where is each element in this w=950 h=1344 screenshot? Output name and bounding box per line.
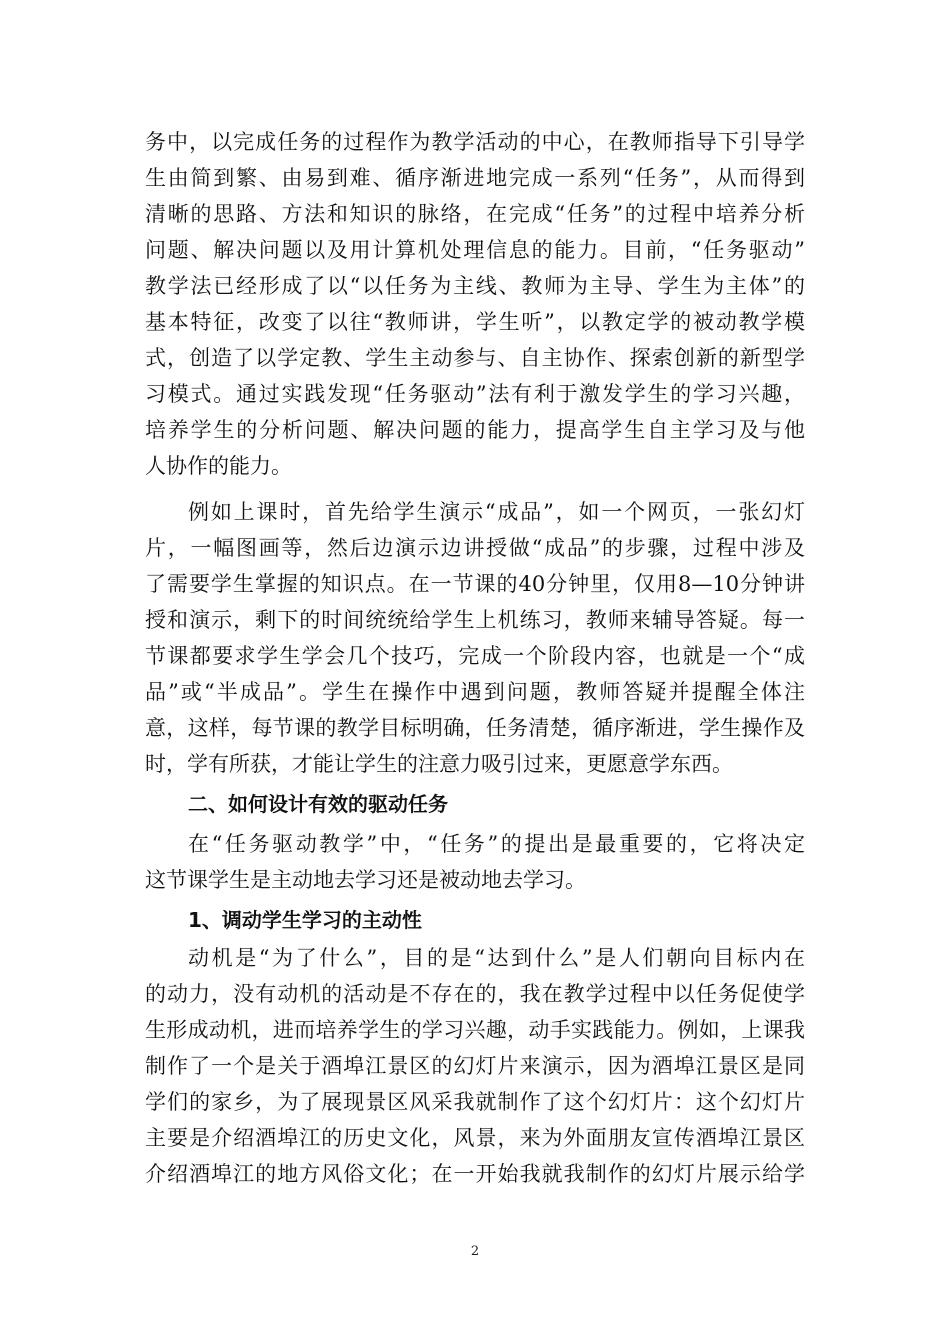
body-text-line: 片，一幅图画等，然后边演示边讲授做“成品”的步骤，过程中涉及 — [145, 536, 805, 560]
body-text-line: 的动力，没有动机的活动是不存在的，我在教学过程中以任务促使学 — [145, 982, 805, 1006]
body-text-line: 生由简到繁、由易到难、循序渐进地完成一系列“任务”，从而得到 — [145, 166, 805, 190]
page-number: 2 — [470, 1244, 480, 1259]
body-text-line: 节课都要求学生学会几个技巧，完成一个阶段内容，也就是一个“成 — [145, 644, 805, 668]
body-text-line: 学们的家乡，为了展现景区风采我就制作了这个幻灯片：这个幻灯片 — [145, 1090, 805, 1114]
body-text-line: 主要是介绍酒埠江的历史文化，风景，来为外面朋友宣传酒埠江景区 — [145, 1126, 805, 1150]
subsection-heading: 1、调动学生学习的主动性 — [188, 908, 422, 932]
body-text-line: 时，学有所获，才能让学生的注意力吸引过来，更愿意学东西。 — [145, 752, 733, 776]
body-text-line: 介绍酒埠江的地方风俗文化；在一开始我就我制作的幻灯片展示给学 — [145, 1162, 805, 1186]
body-text-line: 生形成动机，进而培养学生的学习兴趣，动手实践能力。例如，上课我 — [145, 1018, 805, 1042]
body-text-line: 在“任务驱动教学”中，“任务”的提出是最重要的，它将决定 — [188, 832, 805, 856]
body-text-line: 教学法已经形成了以“以任务为主线、教师为主导、学生为主体”的 — [145, 274, 805, 298]
body-text-line: 式，创造了以学定教、学生主动参与、自主协作、探索创新的新型学 — [145, 346, 805, 370]
body-text-line: 动机是“为了什么”，目的是“达到什么”是人们朝向目标内在 — [188, 946, 805, 970]
body-text-line: 务中，以完成任务的过程作为教学活动的中心，在教师指导下引导学 — [145, 130, 805, 154]
body-text-line: 培养学生的分析问题、解决问题的能力，提高学生自主学习及与他 — [145, 418, 805, 442]
body-text-line: 制作了一个是关于酒埠江景区的幻灯片来演示，因为酒埠江景区是同 — [145, 1054, 805, 1078]
body-text-line: 品”或“半成品”。学生在操作中遇到问题，教师答疑并提醒全体注 — [145, 680, 805, 704]
body-text-line: 人协作的能力。 — [145, 454, 292, 478]
section-heading: 二、如何设计有效的驱动任务 — [188, 792, 448, 816]
body-text-line: 授和演示，剩下的时间统统给学生上机练习，教师来辅导答疑。每一 — [145, 608, 805, 632]
body-text-line: 意，这样，每节课的教学目标明确，任务清楚，循序渐进，学生操作及 — [145, 716, 805, 740]
body-text-line: 例如上课时，首先给学生演示“成品”，如一个网页，一张幻灯 — [188, 500, 805, 524]
body-text-line: 基本特征，改变了以往“教师讲，学生听”，以教定学的被动教学模 — [145, 310, 805, 334]
body-text-line: 这节课学生是主动地去学习还是被动地去学习。 — [145, 868, 586, 892]
body-text-line: 问题、解决问题以及用计算机处理信息的能力。目前，“任务驱动” — [145, 238, 805, 262]
body-text-line: 了需要学生掌握的知识点。在一节课的40分钟里，仅用8—10分钟讲 — [145, 572, 805, 596]
body-text-line: 习模式。通过实践发现“任务驱动”法有利于激发学生的学习兴趣， — [145, 382, 805, 406]
body-text-line: 清晰的思路、方法和知识的脉络，在完成“任务”的过程中培养分析 — [145, 202, 805, 226]
